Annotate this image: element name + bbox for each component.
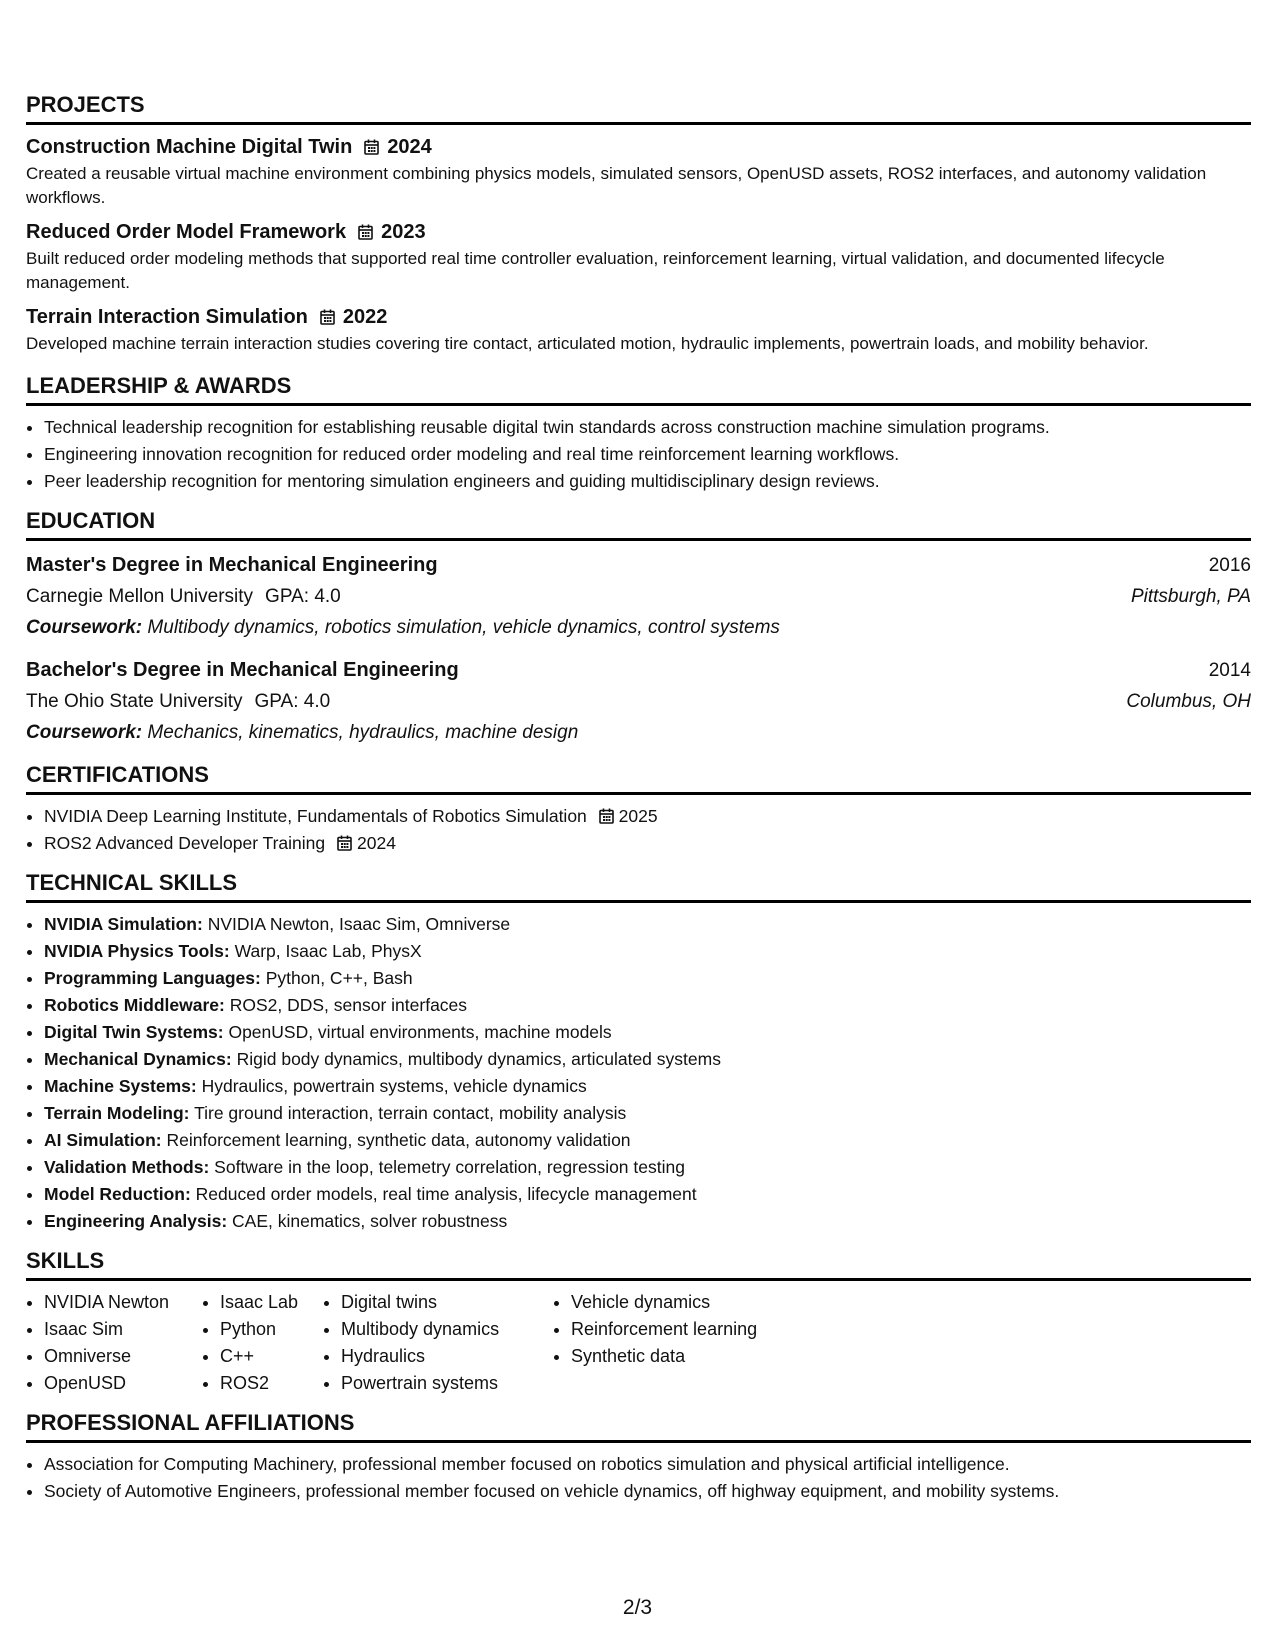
calendar-icon <box>364 139 379 155</box>
coursework-text: Multibody dynamics, robotics simulation, vehicle dynamics, control systems <box>147 617 780 638</box>
project-year: 2023 <box>381 221 426 243</box>
resume-page <box>26 92 1251 1505</box>
skill-values: ROS2, DDS, sensor interfaces <box>229 995 468 1015</box>
project-item <box>26 220 1251 295</box>
skill-item: • Vehicle dynamics <box>571 1289 811 1316</box>
skill-item: • Isaac Lab <box>220 1289 323 1316</box>
project-description: Developed machine terrain interaction studies covering tire contact, articulated motion, hydraulic implements, powertrain loads, and mobility behavior. <box>26 334 1149 353</box>
list-item <box>44 1181 1251 1208</box>
school-name: Carnegie Mellon University <box>26 586 254 607</box>
section-title-leadership: LEADERSHIP & AWARDS <box>26 373 292 398</box>
list-item: • Society of Automotive Engineers, professional member focused on vehicle dynamics, off highway equipment, and mobility systems. <box>44 1478 1251 1505</box>
section-title-certifications: CERTIFICATIONS <box>26 762 209 787</box>
skill-values: Hydraulics, powertrain systems, vehicle dynamics <box>201 1076 587 1096</box>
section-divider <box>26 900 1251 903</box>
skill-item: • Omniverse <box>44 1343 202 1370</box>
skill-category: Robotics Middleware: <box>44 995 225 1015</box>
list-item <box>44 1154 1251 1181</box>
graduation-year: 2014 <box>1208 660 1251 681</box>
project-year: 2024 <box>387 136 432 158</box>
gpa: GPA: 4.0 <box>254 691 331 712</box>
project-name: Construction Machine Digital Twin <box>26 136 353 158</box>
skill-values: Python, C++, Bash <box>265 968 413 988</box>
skill-item: • C++ <box>220 1343 323 1370</box>
affiliations-section <box>26 1410 1251 1505</box>
skill-category: Terrain Modeling: <box>44 1103 190 1123</box>
skill-item: • Digital twins <box>341 1289 553 1316</box>
gpa: GPA: 4.0 <box>265 586 341 607</box>
skill-category: NVIDIA Simulation: <box>44 914 203 934</box>
list-item: • Technical leadership recognition for establishing reusable digital twin standards across construction machine simulation programs. <box>44 414 1251 441</box>
skills-column <box>553 1289 811 1397</box>
skills-grid <box>26 1289 1251 1397</box>
skill-category: Machine Systems: <box>44 1076 197 1096</box>
section-divider <box>26 1440 1251 1443</box>
skill-category: Engineering Analysis: <box>44 1211 228 1231</box>
skill-category: NVIDIA Physics Tools: <box>44 941 230 961</box>
skill-values: NVIDIA Newton, Isaac Sim, Omniverse <box>207 914 511 934</box>
skills-column <box>202 1289 323 1397</box>
school-location: Pittsburgh, PA <box>1130 586 1251 607</box>
coursework-label: Coursework: <box>26 617 143 638</box>
list-item <box>44 1127 1251 1154</box>
certifications-list <box>26 803 1251 857</box>
coursework <box>26 717 1251 748</box>
project-item <box>26 305 1251 356</box>
coursework-label: Coursework: <box>26 722 143 743</box>
list-item: • Peer leadership recognition for mentoring simulation engineers and guiding multidisciplinary design reviews. <box>44 468 1251 495</box>
skill-item: • Python <box>220 1316 323 1343</box>
skill-item: • ROS2 <box>220 1370 323 1397</box>
list-item <box>44 992 1251 1019</box>
project-year: 2022 <box>342 306 388 328</box>
skill-item: • Multibody dynamics <box>341 1316 553 1343</box>
skill-category: AI Simulation: <box>44 1130 162 1150</box>
certification-name: NVIDIA Deep Learning Institute, Fundamentals of Robotics Simulation <box>44 806 587 826</box>
list-item <box>44 1073 1251 1100</box>
skill-category: Validation Methods: <box>44 1157 210 1177</box>
skill-values: Software in the loop, telemetry correlation, regression testing <box>214 1157 685 1177</box>
certification-name: ROS2 Advanced Developer Training <box>44 833 326 853</box>
skills-column <box>323 1289 553 1397</box>
school-location: Columbus, OH <box>1126 691 1251 712</box>
skill-item: • Synthetic data <box>571 1343 811 1370</box>
skill-values: Rigid body dynamics, multibody dynamics, articulated systems <box>236 1049 721 1069</box>
section-divider <box>26 792 1251 795</box>
school-name: The Ohio State University <box>26 691 243 712</box>
list-item: • Engineering innovation recognition for reduced order modeling and real time reinforcement learning workflows. <box>44 441 1251 468</box>
list-item <box>44 1208 1251 1235</box>
skill-values: Reinforcement learning, synthetic data, autonomy validation <box>166 1130 631 1150</box>
graduation-year: 2016 <box>1208 555 1251 576</box>
coursework-text: Mechanics, kinematics, hydraulics, machine design <box>147 722 579 743</box>
skill-item: • Isaac Sim <box>44 1316 202 1343</box>
skill-values: Tire ground interaction, terrain contact, mobility analysis <box>194 1103 627 1123</box>
section-divider <box>26 538 1251 541</box>
list-item <box>44 938 1251 965</box>
skill-values: Warp, Isaac Lab, PhysX <box>234 941 422 961</box>
technical-skills-section <box>26 870 1251 1235</box>
skill-category: Mechanical Dynamics: <box>44 1049 232 1069</box>
list-item <box>44 803 1251 830</box>
skills-column <box>26 1289 202 1397</box>
leadership-section <box>26 373 1251 495</box>
calendar-icon <box>337 835 352 851</box>
coursework <box>26 612 1251 643</box>
technical-skills-list <box>26 911 1251 1235</box>
list-item <box>44 1100 1251 1127</box>
page-number: 2/3 <box>622 1596 653 1619</box>
skill-item: • OpenUSD <box>44 1370 202 1397</box>
list-item <box>44 911 1251 938</box>
certification-year: 2024 <box>357 833 396 853</box>
section-divider <box>26 403 1251 406</box>
section-title-projects: PROJECTS <box>26 92 145 117</box>
section-divider <box>26 122 1251 125</box>
skill-item: • NVIDIA Newton <box>44 1289 202 1316</box>
list-item <box>44 1046 1251 1073</box>
education-entry <box>26 655 1251 748</box>
degree-title: Bachelor's Degree in Mechanical Engineering <box>26 659 459 681</box>
skill-category: Digital Twin Systems: <box>44 1022 224 1042</box>
skill-item: • Powertrain systems <box>341 1370 553 1397</box>
project-name: Terrain Interaction Simulation <box>26 306 308 328</box>
project-description: Created a reusable virtual machine environment combining physics models, simulated sensors, OpenUSD assets, ROS2 interfaces, and autonomy validation workflows. <box>26 164 1207 207</box>
project-name: Reduced Order Model Framework <box>26 221 347 243</box>
section-title-education: EDUCATION <box>26 508 156 533</box>
section-title-skills: SKILLS <box>26 1248 105 1273</box>
list-item <box>44 1019 1251 1046</box>
affiliations-list <box>26 1451 1251 1505</box>
skill-values: OpenUSD, virtual environments, machine models <box>228 1022 612 1042</box>
skill-item: • Reinforcement learning <box>571 1316 811 1343</box>
section-title-affiliations: PROFESSIONAL AFFILIATIONS <box>26 1410 355 1435</box>
skills-section <box>26 1248 1251 1397</box>
education-entry <box>26 550 1251 643</box>
degree-title: Master's Degree in Mechanical Engineering <box>26 554 438 576</box>
project-description: Built reduced order modeling methods that supported real time controller evaluation, reinforcement learning, virtual validation, and documented lifecycle management. <box>26 249 1165 292</box>
skill-category: Programming Languages: <box>44 968 261 988</box>
section-title-technical-skills: TECHNICAL SKILLS <box>26 870 238 895</box>
calendar-icon <box>599 808 614 824</box>
skill-category: Model Reduction: <box>44 1184 191 1204</box>
skill-values: CAE, kinematics, solver robustness <box>232 1211 508 1231</box>
education-section <box>26 508 1251 748</box>
skill-values: Reduced order models, real time analysis, lifecycle management <box>195 1184 697 1204</box>
projects-section <box>26 92 1251 356</box>
section-divider <box>26 1278 1251 1281</box>
skill-item: • Hydraulics <box>341 1343 553 1370</box>
certification-year: 2025 <box>618 806 658 826</box>
list-item <box>44 965 1251 992</box>
list-item <box>44 830 1251 857</box>
calendar-icon <box>358 224 373 240</box>
leadership-list <box>26 414 1251 495</box>
project-item <box>26 135 1251 210</box>
calendar-icon <box>320 309 335 325</box>
list-item: • Association for Computing Machinery, professional member focused on robotics simulation and physical artificial intelligence. <box>44 1451 1251 1478</box>
certifications-section <box>26 762 1251 857</box>
